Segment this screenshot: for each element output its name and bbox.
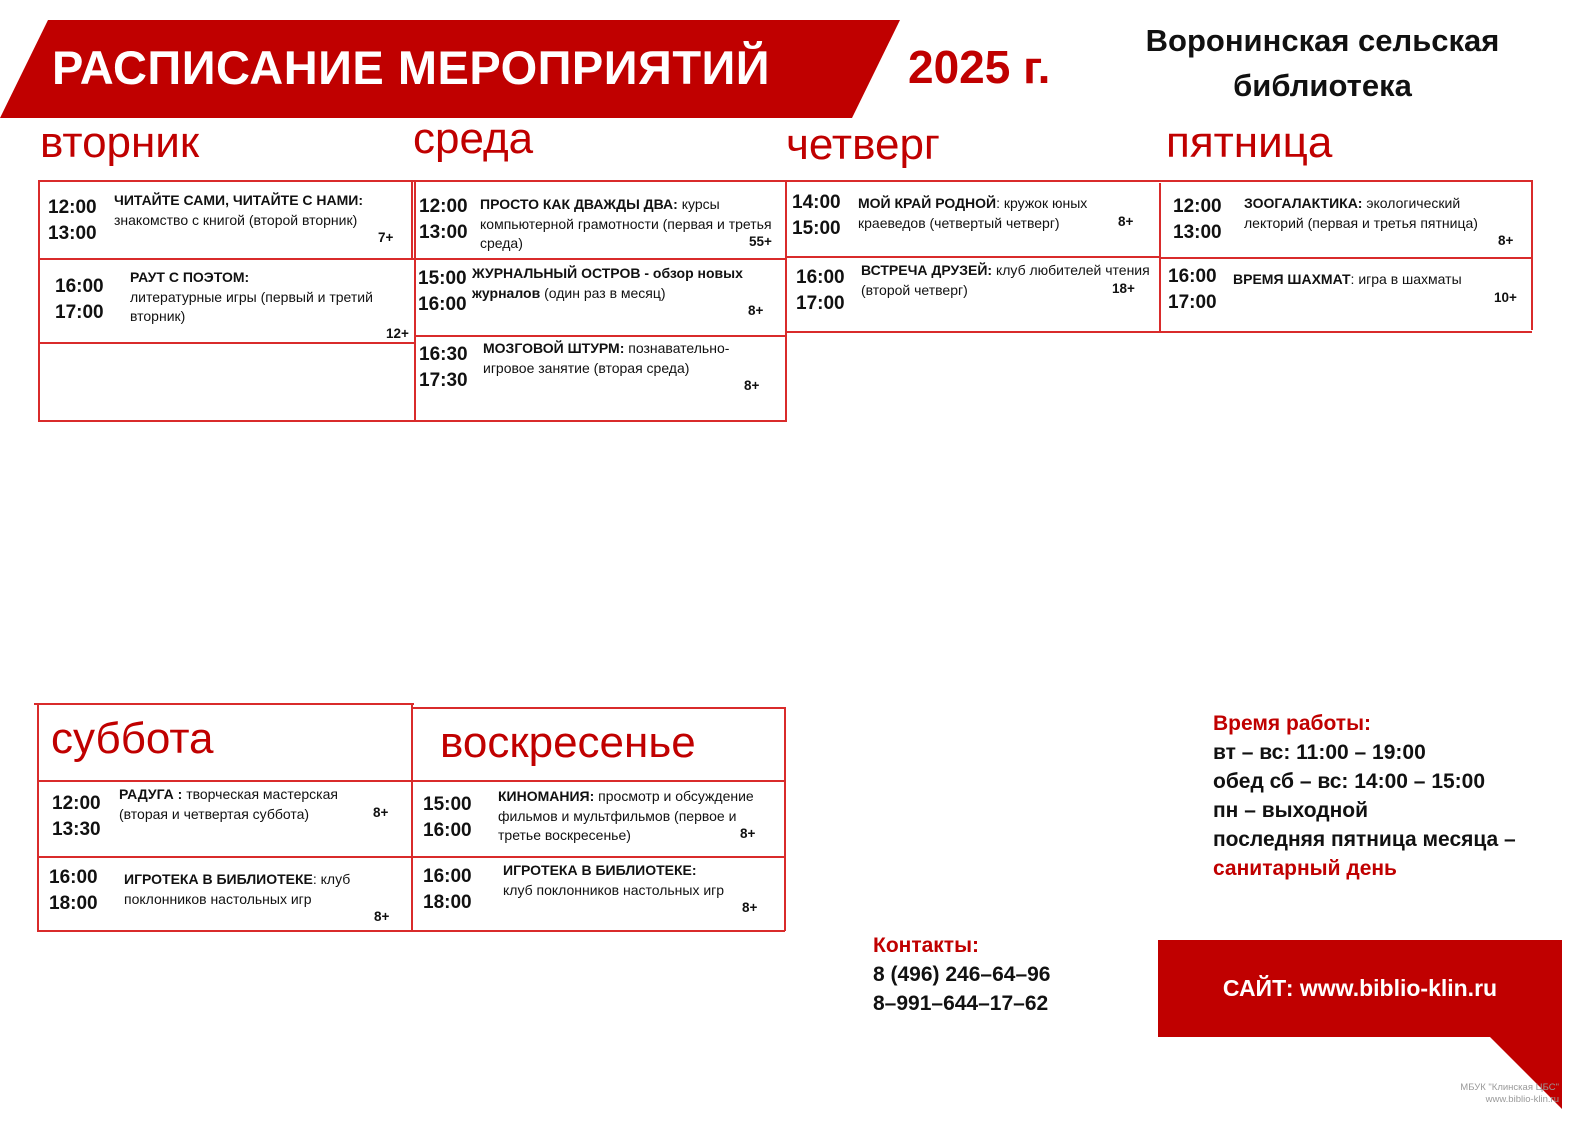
grid-line <box>414 258 786 260</box>
working-hours <box>1213 709 1516 883</box>
event-title: ЖУРНАЛЬНЫЙ ОСТРОВ - обзор новых журналов <box>472 265 743 301</box>
event-time <box>423 864 472 916</box>
event-time <box>796 265 845 317</box>
event-text: знакомство с книгой (второй вторник) <box>114 211 358 228</box>
contacts-block <box>873 931 1051 1018</box>
event-description <box>858 194 1108 233</box>
age-rating: 55+ <box>749 234 772 249</box>
event-end-time: 17:00 <box>55 302 104 323</box>
sanitary-day-label: санитарный день <box>1213 857 1397 880</box>
event-description <box>483 339 753 378</box>
event-title: РАУТ С ПОЭТОМ: <box>130 269 250 285</box>
event-description <box>124 870 364 909</box>
event-start-time: 12:00 <box>1173 196 1222 217</box>
grid-line <box>785 256 1160 258</box>
event-description <box>861 261 1153 300</box>
grid-line <box>411 707 786 709</box>
event-end-time: 13:00 <box>1173 222 1222 243</box>
day-heading-friday: пятница <box>1166 118 1333 167</box>
event-description <box>1244 194 1494 233</box>
event-text: клуб любителей чтения (второй четверг) <box>861 262 1150 298</box>
event-start-time: 16:00 <box>1168 266 1217 287</box>
event-time <box>1173 194 1222 246</box>
grid-line <box>37 856 785 858</box>
event-end-time: 17:00 <box>1168 292 1217 313</box>
event-text: : игра в шахматы <box>1350 271 1462 287</box>
event-title: КИНОМАНИЯ: <box>498 788 595 804</box>
day-heading-tuesday: вторник <box>40 118 200 167</box>
event-text: : кружок юных краеведов (четвертый четверг) <box>858 195 1088 231</box>
event-text: : клуб поклонников настольных игр <box>124 871 351 907</box>
age-rating: 8+ <box>742 900 758 915</box>
working-hours-line: вт – вс: 11:00 – 19:00 <box>1213 741 1426 764</box>
grid-line <box>37 703 39 931</box>
event-text: литературные игры (первый и третий вторник) <box>130 288 373 324</box>
event-start-time: 12:00 <box>52 793 101 814</box>
grid-line <box>37 780 785 782</box>
age-rating: 18+ <box>1112 281 1135 296</box>
grid-line <box>38 180 40 421</box>
footer-watermark <box>1460 1082 1559 1106</box>
event-description <box>498 787 773 846</box>
phone-number[interactable]: 8 (496) 246–64–96 <box>873 963 1051 986</box>
event-title: ИГРОТЕКА В БИБЛИОТЕКЕ <box>124 871 313 887</box>
event-end-time: 17:00 <box>796 293 845 314</box>
age-rating: 8+ <box>1118 214 1134 229</box>
age-rating: 10+ <box>1494 290 1517 305</box>
event-end-time: 15:00 <box>792 218 841 239</box>
year-label: 2025 г. <box>908 41 1051 93</box>
event-title: ВСТРЕЧА ДРУЗЕЙ: <box>861 262 993 278</box>
library-name-line1: Воронинская сельская <box>1145 23 1500 58</box>
event-start-time: 15:00 <box>418 268 467 289</box>
footer-line: www.biblio-klin.ru <box>1485 1094 1559 1105</box>
grid-line <box>785 180 787 421</box>
event-time <box>49 865 98 917</box>
page-title: РАСПИСАНИЕ МЕРОПРИЯТИЙ <box>52 41 771 94</box>
event-time <box>418 266 467 318</box>
grid-line <box>411 703 413 931</box>
event-end-time: 16:00 <box>418 294 467 315</box>
event-start-time: 12:00 <box>48 197 97 218</box>
event-text: просмотр и обсуждение фильмов и мультфильмов (первое и третье воскресенье) <box>498 788 754 843</box>
event-text: познавательно-игровое занятие (вторая среда) <box>483 340 730 376</box>
day-heading-saturday: суббота <box>51 714 214 763</box>
event-description <box>130 268 380 327</box>
event-text: (один раз в месяц) <box>540 284 666 301</box>
event-title: МОЙ КРАЙ РОДНОЙ <box>858 195 997 211</box>
event-end-time: 18:00 <box>423 892 472 913</box>
event-title: ПРОСТО КАК ДВАЖДЫ ДВА: <box>480 196 678 212</box>
grid-line <box>785 331 1532 333</box>
day-heading-sunday: воскресенье <box>440 718 696 767</box>
event-title: МОЗГОВОЙ ШТУРМ: <box>483 340 625 356</box>
event-title: ЗООГАЛАКТИКА: <box>1244 195 1363 211</box>
footer-line: МБУК "Клинская ЦБС" <box>1460 1082 1559 1093</box>
contacts-title: Контакты: <box>873 934 980 957</box>
event-description <box>480 195 774 254</box>
event-time <box>423 792 472 844</box>
event-time <box>419 194 468 246</box>
age-rating: 8+ <box>374 909 390 924</box>
event-title: ЧИТАЙТЕ САМИ, ЧИТАЙТЕ С НАМИ: <box>114 192 364 208</box>
event-end-time: 13:30 <box>52 819 101 840</box>
website-link[interactable] <box>1158 940 1562 1037</box>
event-end-time: 16:00 <box>423 820 472 841</box>
working-hours-title: Время работы: <box>1213 712 1372 735</box>
event-end-time: 13:00 <box>48 223 97 244</box>
grid-line <box>411 180 413 260</box>
age-rating: 8+ <box>1498 233 1514 248</box>
grid-line <box>784 707 786 931</box>
grid-line <box>37 930 785 932</box>
event-description <box>503 861 753 900</box>
event-start-time: 16:00 <box>423 866 472 887</box>
age-rating: 8+ <box>748 303 764 318</box>
event-time <box>52 791 101 843</box>
event-start-time: 15:00 <box>423 794 472 815</box>
event-description <box>472 264 772 303</box>
event-title: ИГРОТЕКА В БИБЛИОТЕКЕ: <box>503 862 697 878</box>
event-start-time: 12:00 <box>419 196 468 217</box>
grid-line <box>1159 257 1532 259</box>
working-hours-line: последняя пятница месяца – <box>1213 828 1516 851</box>
age-rating: 8+ <box>373 805 389 820</box>
grid-line <box>38 258 415 260</box>
event-time <box>55 274 104 326</box>
grid-line <box>414 180 416 421</box>
website-label[interactable]: САЙТ: www.biblio-klin.ru <box>1222 975 1498 1001</box>
event-description <box>119 785 359 824</box>
event-title: ВРЕМЯ ШАХМАТ <box>1233 271 1351 287</box>
library-name <box>1130 18 1515 108</box>
event-text: творческая мастерская (вторая и четвертая суббота) <box>119 786 338 822</box>
event-text: клуб поклонников настольных игр <box>503 881 725 898</box>
grid-line <box>414 335 786 337</box>
event-end-time: 17:30 <box>419 370 468 391</box>
age-rating: 8+ <box>744 378 760 393</box>
event-time <box>419 342 468 394</box>
age-rating: 8+ <box>740 826 756 841</box>
event-time <box>1168 264 1217 316</box>
event-start-time: 14:00 <box>792 192 841 213</box>
event-text: курсы компьютерной грамотности (первая и третья среда) <box>480 196 772 251</box>
age-rating: 12+ <box>386 326 409 341</box>
grid-line <box>40 342 415 344</box>
age-rating: 7+ <box>378 230 394 245</box>
phone-number[interactable]: 8–991–644–17–62 <box>873 992 1049 1015</box>
grid-line <box>1531 180 1533 330</box>
day-heading-thursday: четверг <box>786 120 940 169</box>
event-title: РАДУГА : <box>119 786 187 802</box>
event-start-time: 16:00 <box>796 267 845 288</box>
library-name-line2: библиотека <box>1233 68 1412 103</box>
event-end-time: 13:00 <box>419 222 468 243</box>
event-start-time: 16:00 <box>55 276 104 297</box>
event-start-time: 16:30 <box>419 344 468 365</box>
event-description <box>114 191 394 230</box>
grid-line <box>34 703 414 705</box>
day-heading-wednesday: среда <box>413 114 534 163</box>
working-hours-line: пн – выходной <box>1213 799 1369 822</box>
event-time <box>48 195 97 247</box>
event-start-time: 16:00 <box>49 867 98 888</box>
event-time <box>792 190 841 242</box>
grid-line <box>38 420 787 422</box>
working-hours-line: обед сб – вс: 14:00 – 15:00 <box>1213 770 1486 793</box>
event-end-time: 18:00 <box>49 893 98 914</box>
event-description <box>1233 270 1493 290</box>
event-text: экологический лекторий (первая и третья пятница) <box>1244 195 1478 231</box>
